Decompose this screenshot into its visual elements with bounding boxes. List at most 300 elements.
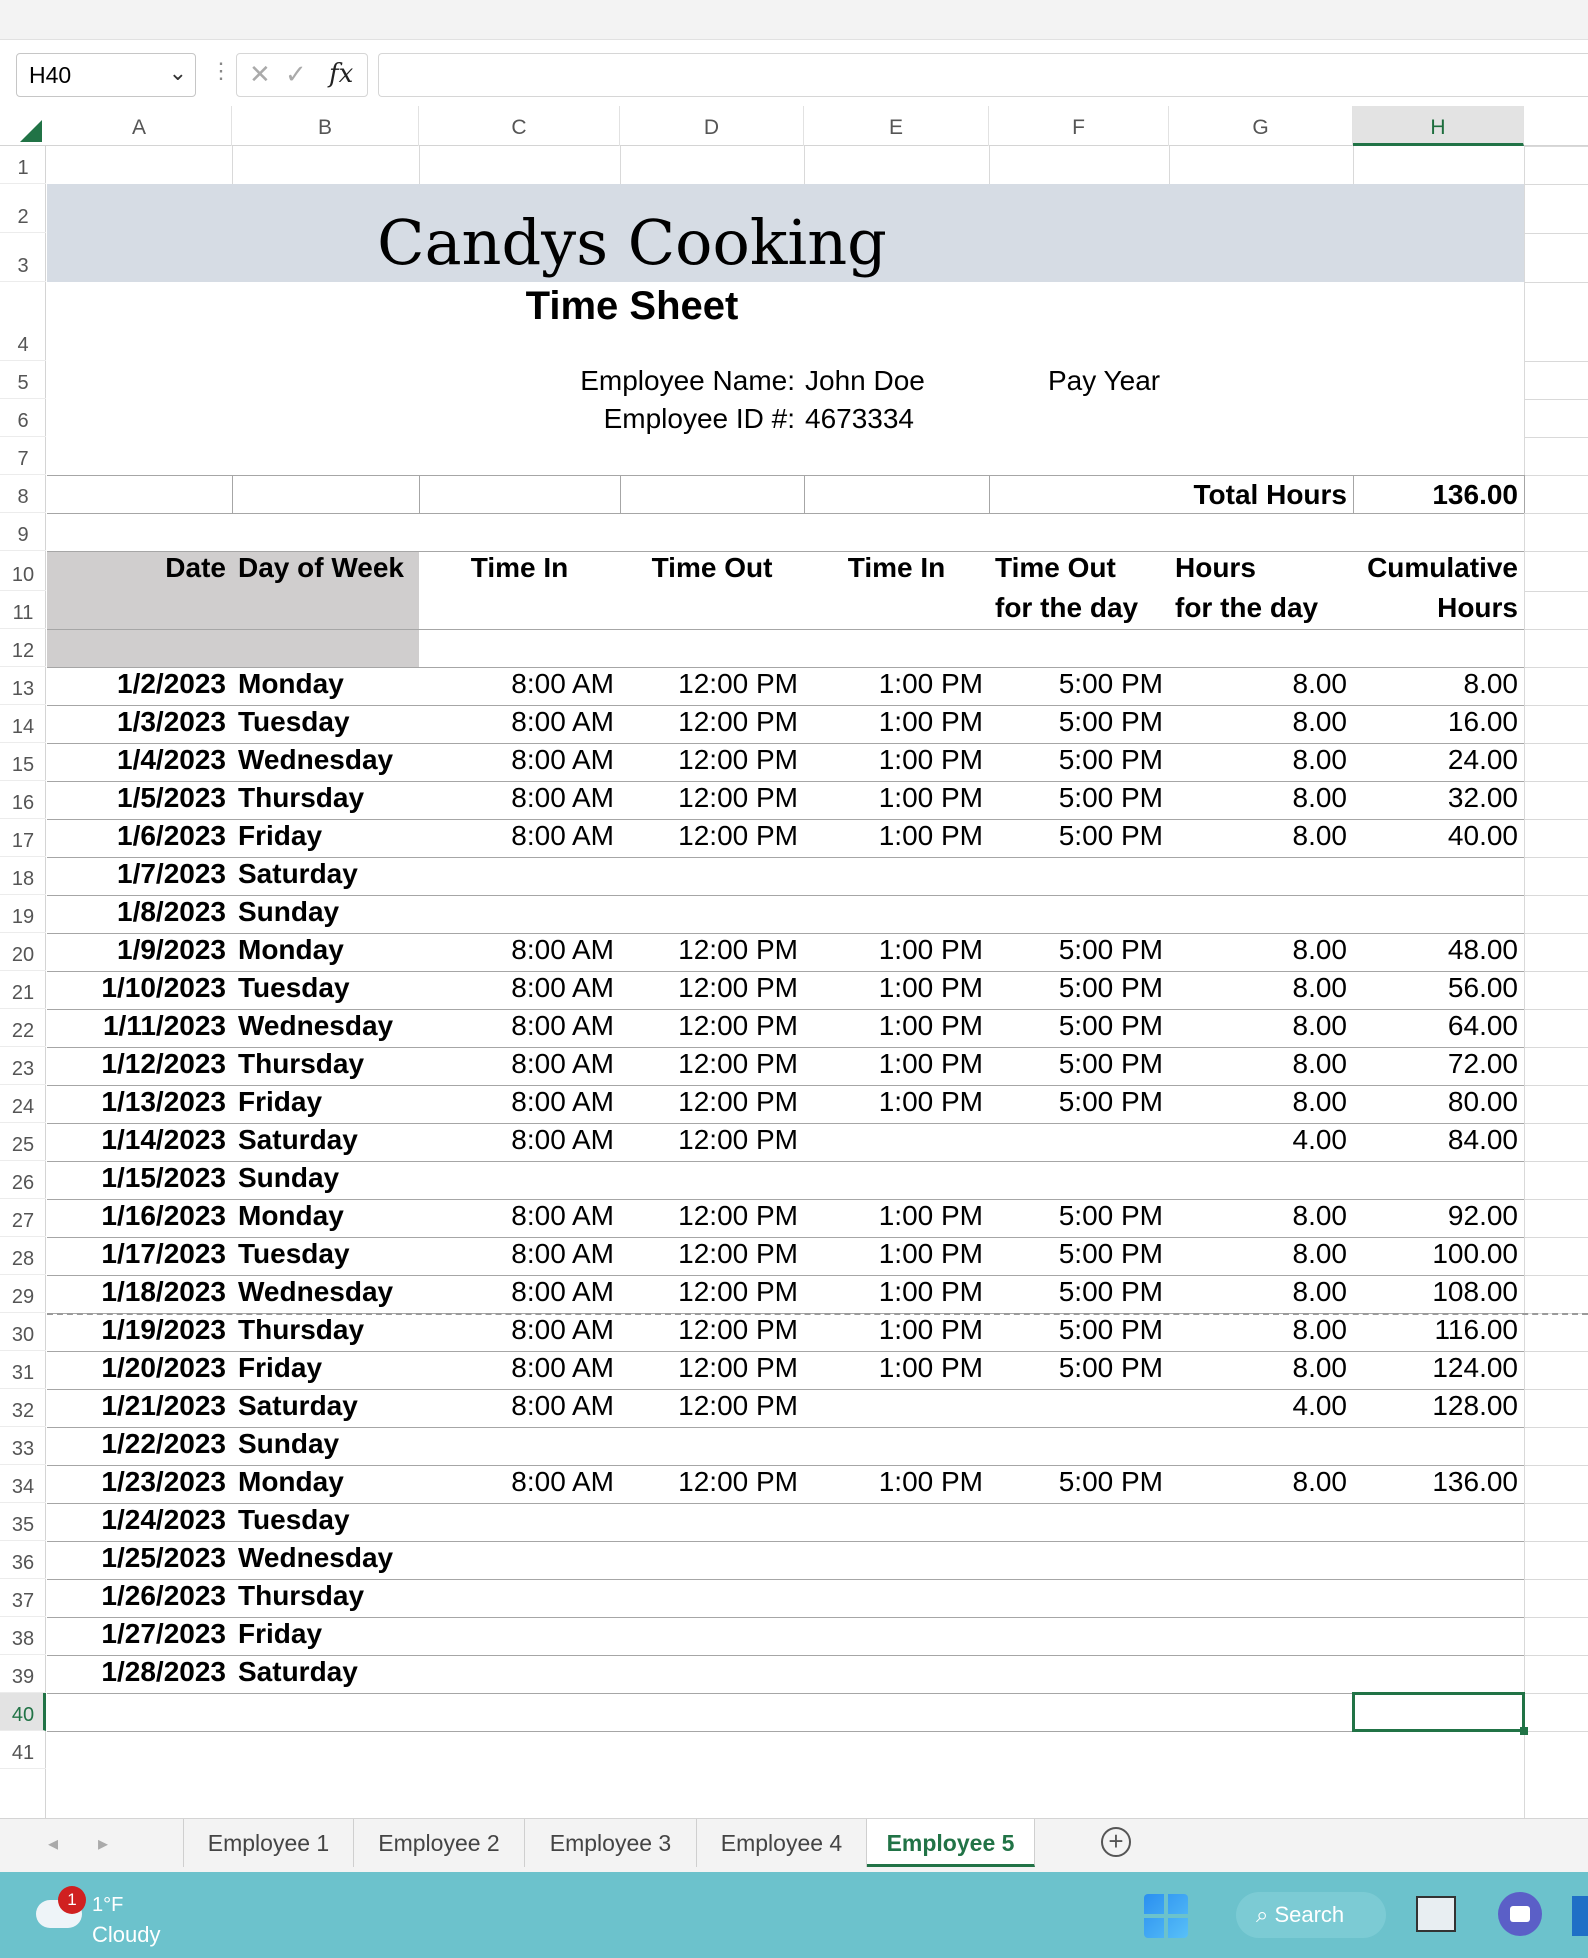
entry-date-cell[interactable]: 1/9/2023 <box>117 934 226 965</box>
gridline <box>1524 1047 1588 1048</box>
entry-hours-cell[interactable]: 8.00 <box>1292 1048 1347 1079</box>
gridline <box>1353 146 1354 184</box>
row-number: 13 <box>11 678 35 700</box>
task-view-icon[interactable] <box>1416 1896 1456 1932</box>
gridline <box>1524 819 1588 820</box>
row-number: 3 <box>17 255 29 277</box>
gridline <box>1524 146 1525 1818</box>
row-number: 26 <box>11 1172 35 1194</box>
row-header-11[interactable] <box>0 591 46 629</box>
entry-cum-cell[interactable]: 108.00 <box>1432 1276 1518 1307</box>
entry-hours-cell[interactable]: 4.00 <box>1292 1124 1347 1155</box>
row-header-31[interactable] <box>0 1351 46 1389</box>
select-all-corner[interactable] <box>20 120 42 142</box>
entry-day-cell[interactable]: Friday <box>238 1352 323 1383</box>
header-time-out-2-sub[interactable]: for the day <box>995 592 1139 623</box>
row-header-29[interactable] <box>0 1275 46 1313</box>
row-header-23[interactable] <box>0 1047 46 1085</box>
row-header-40[interactable] <box>0 1693 46 1731</box>
entry-out1-cell[interactable]: 12:00 PM <box>678 782 798 813</box>
more-options-icon[interactable]: ⋮ <box>210 58 232 83</box>
employee-id-label[interactable]: Employee ID #: <box>603 403 795 434</box>
row-header-5[interactable] <box>0 361 46 399</box>
entry-cum-cell[interactable]: 24.00 <box>1447 744 1518 775</box>
entry-in2-cell[interactable]: 1:00 PM <box>878 1010 983 1041</box>
entry-date-cell[interactable]: 1/4/2023 <box>117 744 226 775</box>
entry-in1-cell[interactable]: 8:00 AM <box>511 1466 614 1497</box>
header-time-out-1[interactable]: Time Out <box>651 552 773 583</box>
entry-in2-cell[interactable]: 1:00 PM <box>878 1238 983 1269</box>
entry-in1-cell[interactable]: 8:00 AM <box>511 934 614 965</box>
row-header-33[interactable] <box>0 1427 46 1465</box>
entry-date-cell[interactable]: 1/10/2023 <box>101 972 226 1003</box>
row-number: 18 <box>11 868 35 890</box>
entry-day-cell[interactable]: Saturday <box>238 858 358 889</box>
entry-cum-cell[interactable]: 84.00 <box>1447 1124 1518 1155</box>
row-number: 9 <box>17 524 29 546</box>
entry-date-cell[interactable]: 1/3/2023 <box>117 706 226 737</box>
cancel-icon[interactable]: ✕ <box>249 59 271 89</box>
entry-date-cell[interactable]: 1/21/2023 <box>101 1390 226 1421</box>
entry-day-cell[interactable]: Monday <box>238 1200 344 1231</box>
entry-hours-cell[interactable]: 8.00 <box>1292 1352 1347 1383</box>
entry-date-cell[interactable]: 1/6/2023 <box>117 820 226 851</box>
entry-cum-cell[interactable]: 136.00 <box>1432 1466 1518 1497</box>
entry-date-cell[interactable]: 1/18/2023 <box>101 1276 226 1307</box>
row-header-20[interactable] <box>0 933 46 971</box>
entry-cum-cell[interactable]: 100.00 <box>1432 1238 1518 1269</box>
entry-in1-cell[interactable]: 8:00 AM <box>511 1010 614 1041</box>
row-header-19[interactable] <box>0 895 46 933</box>
weather-condition[interactable]: Cloudy <box>92 1922 161 1947</box>
entry-date-cell[interactable]: 1/22/2023 <box>101 1428 226 1459</box>
entry-in1-cell[interactable]: 8:00 AM <box>511 782 614 813</box>
header-day[interactable]: Day of Week <box>238 552 404 583</box>
entry-out2-cell[interactable]: 5:00 PM <box>1058 1010 1163 1041</box>
entry-day-cell[interactable]: Wednesday <box>238 1276 394 1307</box>
entry-in1-cell[interactable]: 8:00 AM <box>511 1314 614 1345</box>
row-number: 14 <box>11 716 35 738</box>
row-headers <box>0 146 46 1818</box>
entry-out2-cell[interactable]: 5:00 PM <box>1058 1200 1163 1231</box>
total-hours-label[interactable]: Total Hours <box>1193 479 1347 510</box>
row-header-39[interactable] <box>0 1655 46 1693</box>
entry-date-cell[interactable]: 1/25/2023 <box>101 1542 226 1573</box>
entry-date-cell[interactable]: 1/5/2023 <box>117 782 226 813</box>
entry-day-cell[interactable]: Monday <box>238 1466 344 1497</box>
entry-in1-cell[interactable]: 8:00 AM <box>511 1352 614 1383</box>
entry-out1-cell[interactable]: 12:00 PM <box>678 1048 798 1079</box>
entry-date-cell[interactable]: 1/19/2023 <box>101 1314 226 1345</box>
sheet-tabs-bar <box>0 1818 1588 1872</box>
search-label: Search <box>1274 1902 1345 1927</box>
entry-day-cell[interactable]: Thursday <box>238 1314 365 1345</box>
pinned-app-icon[interactable] <box>1572 1896 1588 1936</box>
row-header-6[interactable] <box>0 399 46 437</box>
row-header-10[interactable] <box>0 551 46 591</box>
entry-in2-cell[interactable]: 1:00 PM <box>878 820 983 851</box>
entry-in2-cell[interactable]: 1:00 PM <box>878 934 983 965</box>
entry-in2-cell[interactable]: 1:00 PM <box>878 972 983 1003</box>
row-number: 22 <box>11 1020 35 1042</box>
row-header-37[interactable] <box>0 1579 46 1617</box>
add-sheet-icon[interactable]: + <box>1101 1827 1131 1857</box>
column-header-f[interactable]: F <box>989 106 1169 146</box>
tab-scroll-right-icon[interactable]: ▸ <box>98 1833 109 1855</box>
entry-out1-cell[interactable]: 12:00 PM <box>678 706 798 737</box>
entry-cum-cell[interactable]: 128.00 <box>1432 1390 1518 1421</box>
entry-in2-cell[interactable]: 1:00 PM <box>878 1466 983 1497</box>
row-number: 30 <box>11 1324 35 1346</box>
entry-out2-cell[interactable]: 5:00 PM <box>1058 744 1163 775</box>
entry-out1-cell[interactable]: 12:00 PM <box>678 744 798 775</box>
header-hours-sub[interactable]: for the day <box>1175 592 1319 623</box>
row-header-41[interactable] <box>0 1731 46 1769</box>
entry-in2-cell[interactable]: 1:00 PM <box>878 1048 983 1079</box>
entry-day-cell[interactable]: Saturday <box>238 1124 358 1155</box>
row-header-27[interactable] <box>0 1199 46 1237</box>
column-header-a[interactable]: A <box>47 106 232 146</box>
entry-date-cell[interactable]: 1/8/2023 <box>117 896 226 927</box>
tab-employee-3[interactable]: Employee 3 <box>525 1819 697 1867</box>
gridline <box>804 146 805 184</box>
chevron-down-icon[interactable]: ⌄ <box>168 60 187 85</box>
entry-out1-cell[interactable]: 12:00 PM <box>678 1010 798 1041</box>
entry-day-cell[interactable]: Thursday <box>238 782 365 813</box>
row-header-32[interactable] <box>0 1389 46 1427</box>
entry-hours-cell[interactable]: 8.00 <box>1292 1276 1347 1307</box>
entry-cum-cell[interactable]: 16.00 <box>1447 706 1518 737</box>
entry-out2-cell[interactable]: 5:00 PM <box>1058 934 1163 965</box>
fill-handle[interactable] <box>1520 1727 1528 1735</box>
entry-out1-cell[interactable]: 12:00 PM <box>678 1314 798 1345</box>
entry-date-cell[interactable]: 1/17/2023 <box>101 1238 226 1269</box>
entry-hours-cell[interactable]: 8.00 <box>1292 744 1347 775</box>
selected-cell-h40[interactable] <box>1352 1692 1525 1732</box>
entry-out1-cell[interactable]: 12:00 PM <box>678 1390 798 1421</box>
entry-day-cell[interactable]: Monday <box>238 668 344 699</box>
entry-in2-cell[interactable]: 1:00 PM <box>878 1314 983 1345</box>
entry-out1-cell[interactable]: 12:00 PM <box>678 1200 798 1231</box>
entry-in1-cell[interactable]: 8:00 AM <box>511 706 614 737</box>
entry-cum-cell[interactable]: 8.00 <box>1463 668 1518 699</box>
row-header-15[interactable] <box>0 743 46 781</box>
entry-date-cell[interactable]: 1/13/2023 <box>101 1086 226 1117</box>
entry-day-cell[interactable]: Tuesday <box>238 1238 350 1269</box>
row-header-7[interactable] <box>0 437 46 475</box>
entry-cum-cell[interactable]: 116.00 <box>1434 1314 1518 1345</box>
row-header-16[interactable] <box>0 781 46 819</box>
column-header-g[interactable]: G <box>1169 106 1353 146</box>
row-header-18[interactable] <box>0 857 46 895</box>
gridline <box>1524 399 1588 400</box>
entry-out1-cell[interactable]: 12:00 PM <box>678 1466 798 1497</box>
entry-hours-cell[interactable]: 8.00 <box>1292 1466 1347 1497</box>
entry-hours-cell[interactable]: 8.00 <box>1292 1010 1347 1041</box>
entry-out1-cell[interactable]: 12:00 PM <box>678 1352 798 1383</box>
name-box[interactable] <box>16 53 196 97</box>
entry-out1-cell[interactable]: 12:00 PM <box>678 1238 798 1269</box>
header-cumulative[interactable]: Cumulative <box>1367 552 1518 583</box>
entry-out2-cell[interactable]: 5:00 PM <box>1058 706 1163 737</box>
entry-day-cell[interactable]: Monday <box>238 934 344 965</box>
row-header-35[interactable] <box>0 1503 46 1541</box>
row-header-1[interactable] <box>0 146 46 184</box>
employee-id-value[interactable]: 4673334 <box>805 403 915 434</box>
row-header-9[interactable] <box>0 513 46 551</box>
entry-out1-cell[interactable]: 12:00 PM <box>678 1276 798 1307</box>
row-header-4[interactable] <box>0 282 46 361</box>
entry-in2-cell[interactable]: 1:00 PM <box>878 744 983 775</box>
notification-badge: 1 <box>58 1886 86 1914</box>
ribbon-strip <box>0 0 1588 40</box>
worksheet-grid[interactable] <box>0 106 1588 1818</box>
entry-in1-cell[interactable]: 8:00 AM <box>511 744 614 775</box>
entry-hours-cell[interactable]: 8.00 <box>1292 782 1347 813</box>
row-number: 24 <box>11 1096 35 1118</box>
entry-out2-cell[interactable]: 5:00 PM <box>1058 972 1163 1003</box>
entry-day-cell[interactable]: Wednesday <box>238 744 394 775</box>
entry-in1-cell[interactable]: 8:00 AM <box>511 1086 614 1117</box>
entry-out2-cell[interactable]: 5:00 PM <box>1058 1048 1163 1079</box>
weather-temperature[interactable]: 1°F <box>92 1894 124 1916</box>
row-number: 10 <box>11 564 35 586</box>
gridline <box>1524 1427 1588 1428</box>
row-header-26[interactable] <box>0 1161 46 1199</box>
entry-cum-cell[interactable]: 40.00 <box>1447 820 1518 851</box>
entry-hours-cell[interactable]: 8.00 <box>1292 668 1347 699</box>
row-header-28[interactable] <box>0 1237 46 1275</box>
border <box>1524 475 1525 513</box>
entry-hours-cell[interactable]: 4.00 <box>1292 1390 1347 1421</box>
entry-date-cell[interactable]: 1/20/2023 <box>101 1352 226 1383</box>
entry-day-cell[interactable]: Friday <box>238 820 323 851</box>
column-header-b[interactable]: B <box>232 106 419 146</box>
entry-in2-cell[interactable]: 1:00 PM <box>878 1200 983 1231</box>
row-header-38[interactable] <box>0 1617 46 1655</box>
entry-hours-cell[interactable]: 8.00 <box>1292 706 1347 737</box>
header-hours[interactable]: Hours <box>1175 552 1256 583</box>
entry-out1-cell[interactable]: 12:00 PM <box>678 1124 798 1155</box>
entry-in1-cell[interactable]: 8:00 AM <box>511 972 614 1003</box>
row-number: 27 <box>11 1210 35 1232</box>
gridline <box>1524 895 1588 896</box>
enter-icon[interactable]: ✓ <box>285 59 307 89</box>
row-number: 8 <box>17 486 29 508</box>
entry-out2-cell[interactable]: 5:00 PM <box>1058 1466 1163 1497</box>
total-hours-value[interactable]: 136.00 <box>1432 479 1518 510</box>
entry-in1-cell[interactable]: 8:00 AM <box>511 1124 614 1155</box>
entry-date-cell[interactable]: 1/23/2023 <box>101 1466 226 1497</box>
entry-cum-cell[interactable]: 80.00 <box>1447 1086 1518 1117</box>
entry-day-cell[interactable]: Wednesday <box>238 1542 394 1573</box>
entry-date-cell[interactable]: 1/26/2023 <box>101 1580 226 1611</box>
employee-name-label[interactable]: Employee Name: <box>580 365 795 396</box>
tab-employee-5[interactable]: Employee 5 <box>867 1819 1035 1867</box>
row-number: 37 <box>11 1590 35 1612</box>
row-header-12[interactable] <box>0 629 46 667</box>
row-header-25[interactable] <box>0 1123 46 1161</box>
entry-date-cell[interactable]: 1/7/2023 <box>117 858 226 889</box>
gridline <box>1524 361 1588 362</box>
entry-out2-cell[interactable]: 5:00 PM <box>1058 820 1163 851</box>
tab-employee-1[interactable]: Employee 1 <box>183 1819 354 1867</box>
entry-in1-cell[interactable]: 8:00 AM <box>511 1390 614 1421</box>
entry-day-cell[interactable]: Wednesday <box>238 1010 394 1041</box>
column-header-c[interactable]: C <box>419 106 620 146</box>
tab-employee-2[interactable]: Employee 2 <box>354 1819 525 1867</box>
row-header-30[interactable] <box>0 1313 46 1351</box>
entry-out1-cell[interactable]: 12:00 PM <box>678 934 798 965</box>
entry-out2-cell[interactable]: 5:00 PM <box>1058 1314 1163 1345</box>
row-number: 35 <box>11 1514 35 1536</box>
entry-in1-cell[interactable]: 8:00 AM <box>511 1238 614 1269</box>
column-header-d[interactable]: D <box>620 106 804 146</box>
row-header-14[interactable] <box>0 705 46 743</box>
entry-in2-cell[interactable]: 1:00 PM <box>878 706 983 737</box>
entry-out2-cell[interactable]: 5:00 PM <box>1058 1238 1163 1269</box>
entry-day-cell[interactable]: Thursday <box>238 1580 365 1611</box>
entry-day-cell[interactable]: Friday <box>238 1618 323 1649</box>
entry-day-cell[interactable]: Tuesday <box>238 1504 350 1535</box>
entry-out2-cell[interactable]: 5:00 PM <box>1058 1352 1163 1383</box>
entry-in2-cell[interactable]: 1:00 PM <box>878 668 983 699</box>
header-time-out-2[interactable]: Time Out <box>995 552 1116 583</box>
entry-day-cell[interactable]: Thursday <box>238 1048 365 1079</box>
row-number: 38 <box>11 1628 35 1650</box>
header-time-in-2[interactable]: Time In <box>847 552 946 583</box>
entry-date-cell[interactable]: 1/16/2023 <box>101 1200 226 1231</box>
gridline <box>232 146 233 184</box>
entry-hours-cell[interactable]: 8.00 <box>1292 934 1347 965</box>
column-header-e[interactable]: E <box>804 106 989 146</box>
entry-date-cell[interactable]: 1/11/2023 <box>102 1010 226 1041</box>
company-title[interactable]: Candys Cooking <box>377 206 887 279</box>
entry-out2-cell[interactable]: 5:00 PM <box>1058 668 1163 699</box>
row-header-22[interactable] <box>0 1009 46 1047</box>
header-time-in-1[interactable]: Time In <box>470 552 569 583</box>
entry-cum-cell[interactable]: 64.00 <box>1447 1010 1518 1041</box>
entry-date-cell[interactable]: 1/2/2023 <box>117 668 226 699</box>
entry-day-cell[interactable]: Sunday <box>238 896 340 927</box>
entry-day-cell[interactable]: Sunday <box>238 1162 340 1193</box>
sheet-area[interactable] <box>47 146 1588 1818</box>
row-header-8[interactable] <box>0 475 46 513</box>
entry-in2-cell[interactable]: 1:00 PM <box>878 1276 983 1307</box>
entry-in1-cell[interactable]: 8:00 AM <box>511 1048 614 1079</box>
windows-taskbar <box>0 1872 1588 1958</box>
entry-day-cell[interactable]: Tuesday <box>238 706 350 737</box>
entry-out1-cell[interactable]: 12:00 PM <box>678 1086 798 1117</box>
entry-day-cell[interactable]: Saturday <box>238 1390 358 1421</box>
entry-date-cell[interactable]: 1/14/2023 <box>101 1124 226 1155</box>
entry-hours-cell[interactable]: 8.00 <box>1292 972 1347 1003</box>
entry-cum-cell[interactable]: 56.00 <box>1447 972 1518 1003</box>
border <box>47 1693 1524 1694</box>
entry-in1-cell[interactable]: 8:00 AM <box>511 820 614 851</box>
entry-cum-cell[interactable]: 92.00 <box>1447 1200 1518 1231</box>
row-header-3[interactable] <box>0 233 46 282</box>
pay-year-label[interactable]: Pay Year <box>1048 365 1161 396</box>
employee-name-value[interactable]: John Doe <box>805 365 925 396</box>
row-number: 15 <box>11 754 35 776</box>
entry-date-cell[interactable]: 1/24/2023 <box>101 1504 226 1535</box>
header-cumulative-sub[interactable]: Hours <box>1437 592 1518 623</box>
entry-in2-cell[interactable]: 1:00 PM <box>878 782 983 813</box>
row-header-13[interactable] <box>0 667 46 705</box>
sheet-subtitle[interactable]: Time Sheet <box>525 284 739 328</box>
row-header-21[interactable] <box>0 971 46 1009</box>
entry-date-cell[interactable]: 1/12/2023 <box>101 1048 226 1079</box>
entry-day-cell[interactable]: Sunday <box>238 1428 340 1459</box>
entry-date-cell[interactable]: 1/15/2023 <box>101 1162 226 1193</box>
gridline <box>1524 475 1588 476</box>
entry-in1-cell[interactable]: 8:00 AM <box>511 1200 614 1231</box>
entry-hours-cell[interactable]: 8.00 <box>1292 1200 1347 1231</box>
gridline <box>1524 933 1588 934</box>
header-date[interactable]: Date <box>165 552 226 583</box>
row-header-17[interactable] <box>0 819 46 857</box>
entry-out1-cell[interactable]: 12:00 PM <box>678 972 798 1003</box>
gridline <box>1524 591 1588 592</box>
entry-in2-cell[interactable]: 1:00 PM <box>878 1352 983 1383</box>
entry-day-cell[interactable]: Saturday <box>238 1656 358 1687</box>
entry-out1-cell[interactable]: 12:00 PM <box>678 668 798 699</box>
entry-day-cell[interactable]: Friday <box>238 1086 323 1117</box>
gridline <box>1524 233 1588 234</box>
entry-out1-cell[interactable]: 12:00 PM <box>678 820 798 851</box>
taskbar-search-button[interactable]: ⌕ Search <box>1236 1892 1386 1938</box>
row-header-34[interactable] <box>0 1465 46 1503</box>
tab-employee-4[interactable]: Employee 4 <box>697 1819 867 1867</box>
entry-cum-cell[interactable]: 124.00 <box>1432 1352 1518 1383</box>
gridline <box>1524 1465 1588 1466</box>
row-number: 12 <box>11 640 35 662</box>
row-header-36[interactable] <box>0 1541 46 1579</box>
entry-hours-cell[interactable]: 8.00 <box>1292 1314 1347 1345</box>
entry-cum-cell[interactable]: 32.00 <box>1447 782 1518 813</box>
tab-scroll-left-icon[interactable]: ◂ <box>48 1833 59 1855</box>
entry-date-cell[interactable]: 1/28/2023 <box>101 1656 226 1687</box>
row-header-24[interactable] <box>0 1085 46 1123</box>
row-header-2[interactable] <box>0 184 46 233</box>
entry-hours-cell[interactable]: 8.00 <box>1292 1086 1347 1117</box>
entry-out2-cell[interactable]: 5:00 PM <box>1058 782 1163 813</box>
entry-day-cell[interactable]: Tuesday <box>238 972 350 1003</box>
entry-in2-cell[interactable]: 1:00 PM <box>878 1086 983 1117</box>
gridline <box>1524 282 1588 283</box>
function-icon[interactable]: fx <box>329 59 354 89</box>
gridline <box>1524 1199 1588 1200</box>
gridline <box>1524 667 1588 668</box>
entry-in1-cell[interactable]: 8:00 AM <box>511 668 614 699</box>
entry-out2-cell[interactable]: 5:00 PM <box>1058 1086 1163 1117</box>
entry-date-cell[interactable]: 1/27/2023 <box>101 1618 226 1649</box>
row-number: 23 <box>11 1058 35 1080</box>
row-number: 4 <box>17 334 29 356</box>
gridline <box>1524 1389 1588 1390</box>
entry-in1-cell[interactable]: 8:00 AM <box>511 1276 614 1307</box>
entry-hours-cell[interactable]: 8.00 <box>1292 820 1347 851</box>
windows-start-icon[interactable] <box>1144 1894 1188 1938</box>
entry-cum-cell[interactable]: 72.00 <box>1447 1048 1518 1079</box>
entry-out2-cell[interactable]: 5:00 PM <box>1058 1276 1163 1307</box>
gridline <box>1524 629 1588 630</box>
entry-hours-cell[interactable]: 8.00 <box>1292 1238 1347 1269</box>
entry-cum-cell[interactable]: 48.00 <box>1447 934 1518 965</box>
formula-input[interactable] <box>378 53 1588 97</box>
column-header-h[interactable]: H <box>1353 106 1524 146</box>
